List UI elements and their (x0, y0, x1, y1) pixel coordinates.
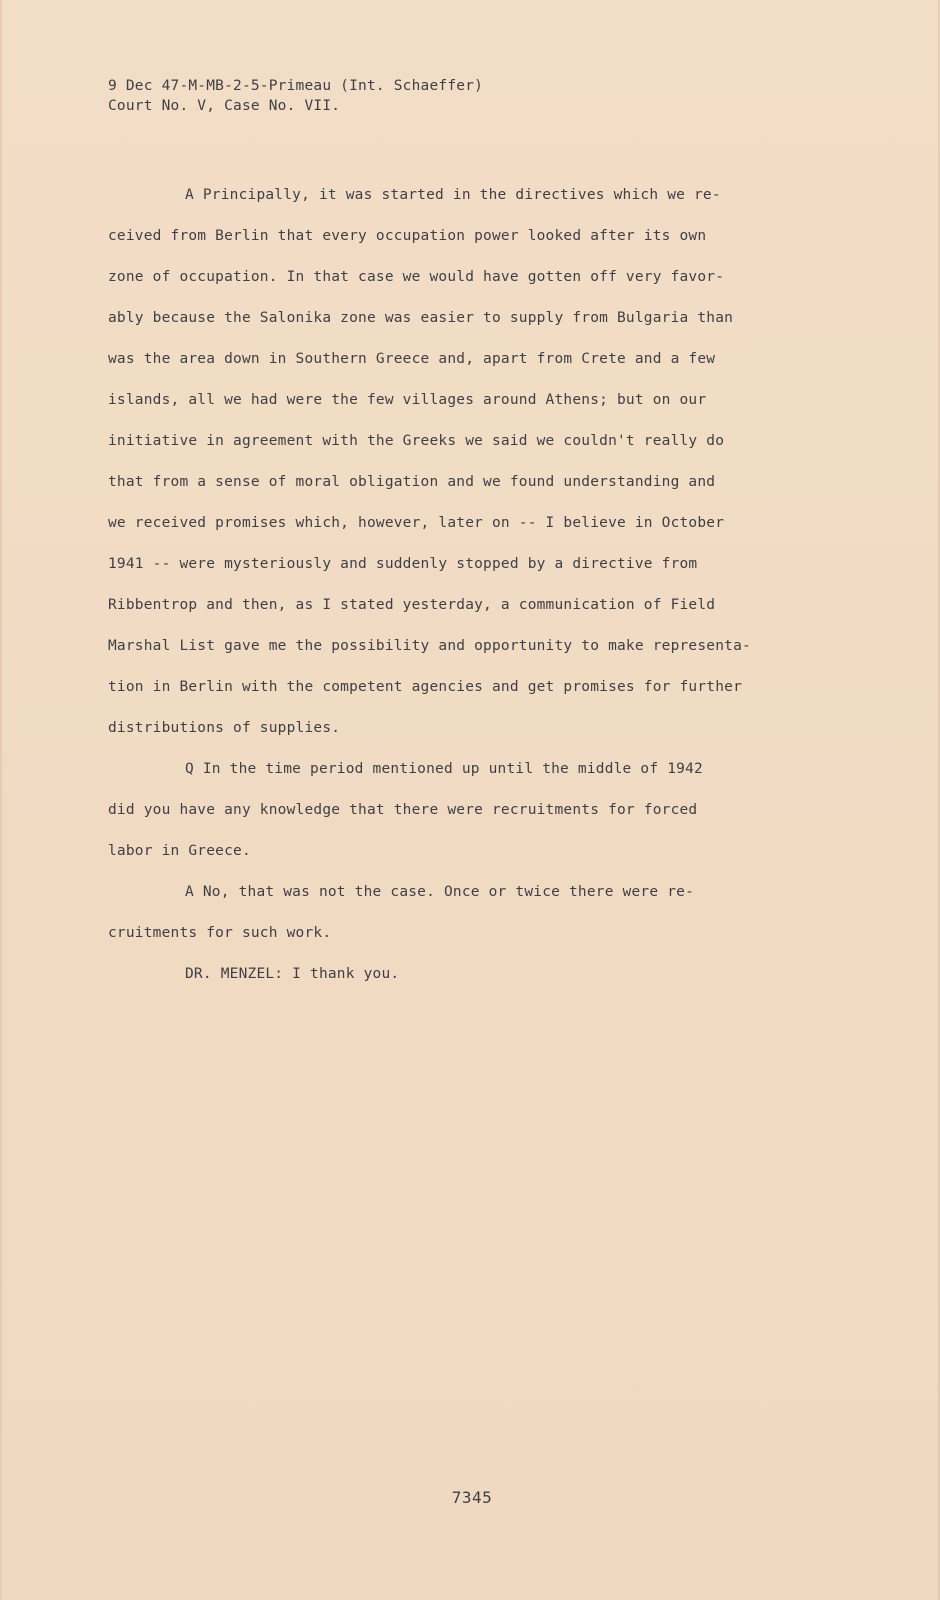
transcript-body (108, 175, 848, 1009)
text-line: zone of occupation. In that case we would have gotten off very favor- (108, 269, 725, 285)
answer-paragraph-2 (108, 872, 848, 954)
text-line: tion in Berlin with the competent agencies and get promises for further (108, 679, 743, 695)
text-line: Q In the time period mentioned up until the middle of 1942 (185, 761, 703, 777)
page-number: 7345 (451, 1488, 493, 1507)
text-line: islands, all we had were the few villages around Athens; but on our (108, 392, 707, 408)
text-line: distributions of supplies. (108, 720, 341, 736)
text-line: did you have any knowledge that there were recruitments for forced (108, 802, 698, 818)
text-line: DR. MENZEL: I thank you. (185, 966, 400, 982)
header-line-2: Court No. V, Case No. VII. (108, 98, 341, 114)
text-line: Ribbentrop and then, as I stated yesterday, a communication of Field (108, 597, 716, 613)
document-header (108, 76, 483, 116)
header-line-1: 9 Dec 47-M-MB-2-5-Primeau (Int. Schaeffer) (108, 78, 484, 94)
text-line: 1941 -- were mysteriously and suddenly stopped by a directive from (108, 556, 698, 572)
text-line: A Principally, it was started in the directives which we re- (185, 187, 721, 203)
text-line: was the area down in Southern Greece and, apart from Crete and a few (108, 351, 716, 367)
text-line: we received promises which, however, later on -- I believe in October (108, 515, 725, 531)
text-line: labor in Greece. (108, 843, 251, 859)
question-paragraph (108, 749, 848, 872)
text-line: A No, that was not the case. Once or twice there were re- (185, 884, 694, 900)
text-line: ceived from Berlin that every occupation power looked after its own (108, 228, 707, 244)
text-line: cruitments for such work. (108, 925, 332, 941)
text-line: initiative in agreement with the Greeks we said we couldn't really do (108, 433, 725, 449)
answer-paragraph-1 (108, 175, 848, 749)
text-line: Marshal List gave me the possibility and opportunity to make representa- (108, 638, 751, 654)
text-line: ably because the Salonika zone was easier to supply from Bulgaria than (108, 310, 734, 326)
text-line: that from a sense of moral obligation and we found understanding and (108, 474, 716, 490)
speaker-paragraph (108, 954, 848, 995)
